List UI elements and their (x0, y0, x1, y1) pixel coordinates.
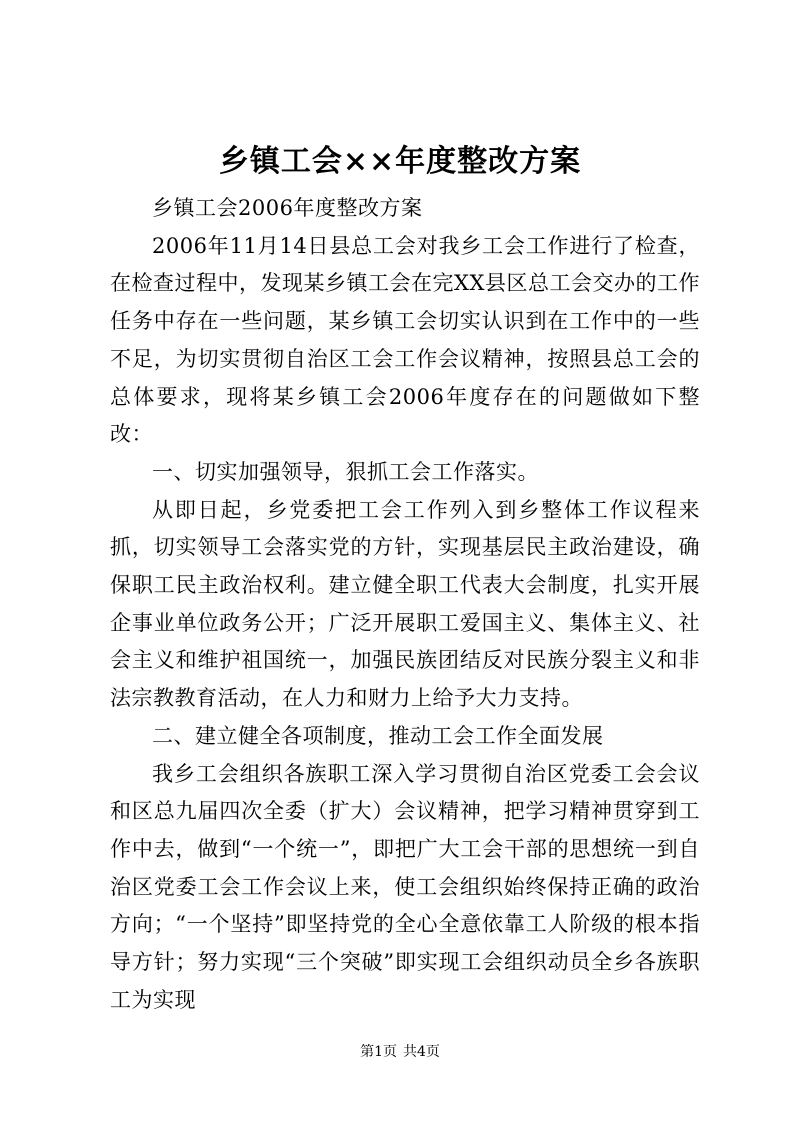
section-heading-1: 一、切实加强领导，狠抓工会工作落实。 (152, 459, 539, 484)
subtitle-paragraph: 乡镇工会2006年度整改方案 (152, 196, 423, 220)
document-title: 乡镇工会××年度整改方案 (218, 144, 582, 179)
section-heading-2: 二、建立健全各项制度，推动工会工作全面发展 (152, 723, 604, 748)
document-body (110, 190, 700, 1019)
section-2-paragraph: 我乡工会组织各族职工深入学习贯彻自治区党委工会会议和区总九届四次全委（扩大）会议精神，把学习精神贯穿到工作中去，做到“一个统一”，即把广大工会干部的思想统一到自治区党委工会工作会议上来，使工会组织始终保持正确的政治方向；“一个坚持”即坚持党的全心全意依靠工人阶级的根本指导方针；努力实现“三个突破”即实现工会组织动员全乡各族职工为实现 (110, 761, 700, 1012)
intro-paragraph: 2006年11月14日县总工会对我乡工会工作进行了检查，在检查过程中，发现某乡镇工会在完XX县区总工会交办的工作任务中存在一些问题，某乡镇工会切实认识到在工作中的一些不足，为切实贯彻自治区工会工作会议精神，按照县总工会的总体要求，现将某乡镇工会2006年度存在的问题做如下整改： (110, 233, 700, 447)
section-1-paragraph: 从即日起，乡党委把工会工作列入到乡整体工作议程来抓，切实领导工会落实党的方针，实现基层民主政治建设，确保职工民主政治权利。建立健全职工代表大会制度，扎实开展企事业单位政务公开；广泛开展职工爱国主义、集体主义、社会主义和维护祖国统一，加强民族团结反对民族分裂主义和非法宗教教育活动，在人力和财力上给予大力支持。 (110, 497, 700, 711)
page-total: 共4页 (403, 1044, 440, 1060)
page-footer (0, 1042, 800, 1062)
page-number: 第1页 (360, 1044, 397, 1060)
